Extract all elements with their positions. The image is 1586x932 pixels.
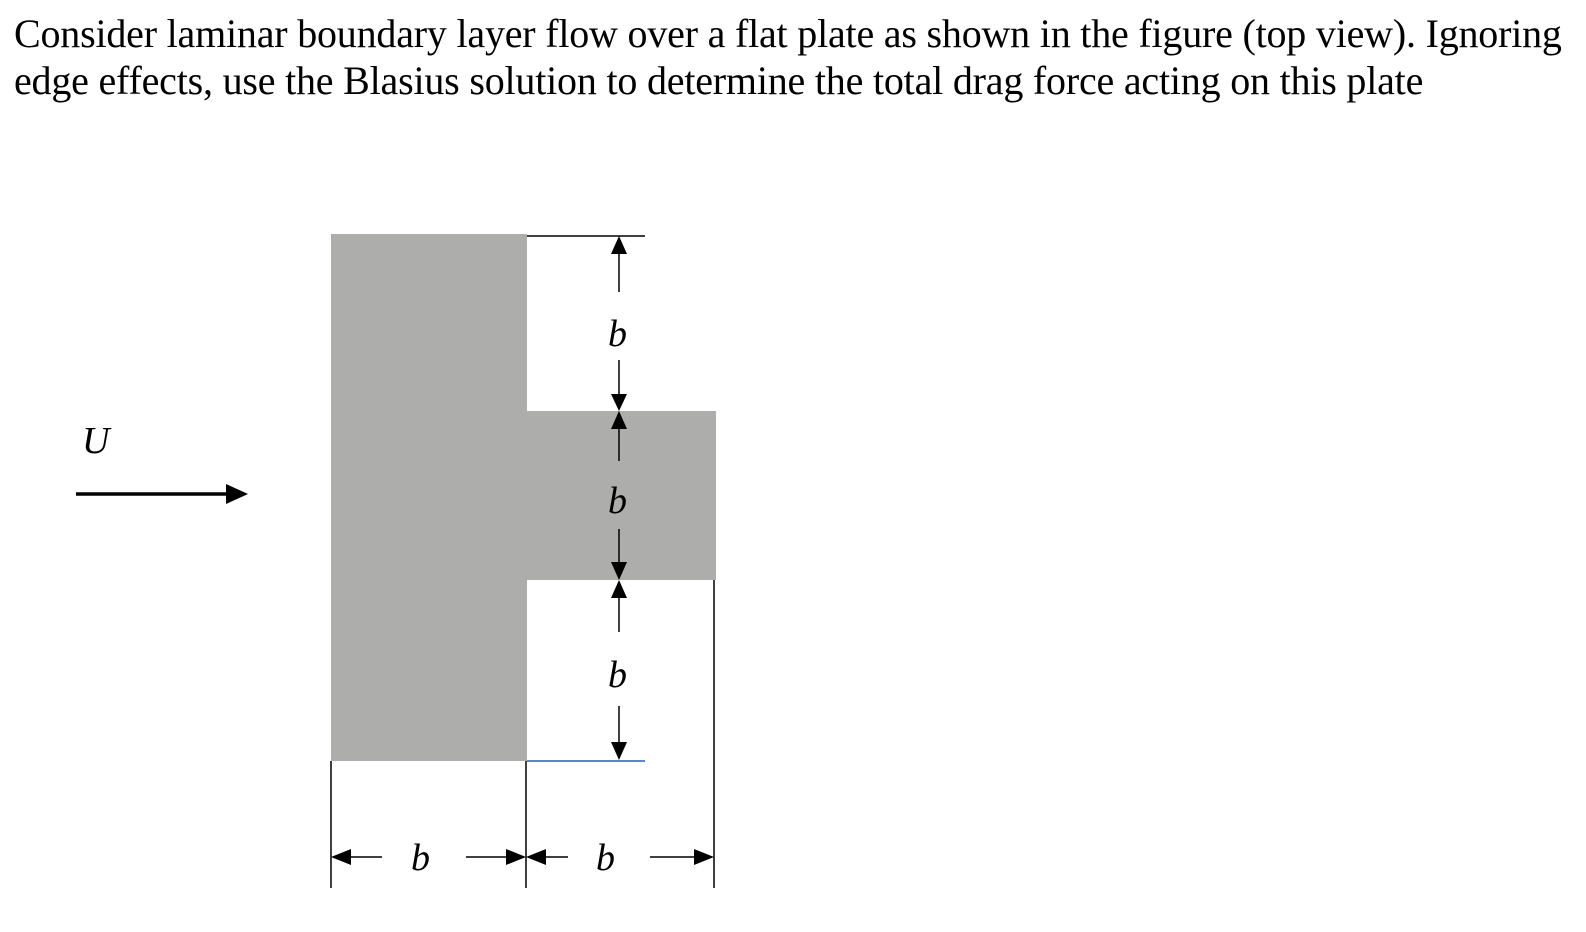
arrowhead-up-icon <box>611 580 627 598</box>
dim-label-bottom-right: b <box>596 837 615 879</box>
dimension-bottom-right <box>526 837 714 879</box>
dimension-bottom-left <box>331 837 526 879</box>
arrowhead-right-icon <box>694 849 714 865</box>
dim-label-right-middle: b <box>608 480 627 522</box>
dim-label-bottom-left: b <box>411 837 430 879</box>
problem-statement: Consider laminar boundary layer flow over a flat plate as shown in the figure (top view). Ignoring edge effects, use the Blasius solution to determine the total drag force acting on this plate <box>14 11 1562 103</box>
flat-plate <box>331 234 716 761</box>
flow-arrow-icon <box>226 484 248 504</box>
arrowhead-left-icon <box>526 849 546 865</box>
dimension-right-bottom <box>608 580 627 760</box>
arrowhead-down-icon <box>611 742 627 760</box>
arrowhead-left-icon <box>331 849 351 865</box>
dim-label-right-top: b <box>608 313 627 355</box>
dimension-right-top <box>608 236 627 411</box>
arrowhead-up-icon <box>611 236 627 254</box>
dim-label-right-bottom: b <box>608 654 627 696</box>
arrowhead-down-icon <box>611 394 627 411</box>
flow-velocity-label: U <box>82 420 110 462</box>
arrowhead-right-icon <box>506 849 526 865</box>
